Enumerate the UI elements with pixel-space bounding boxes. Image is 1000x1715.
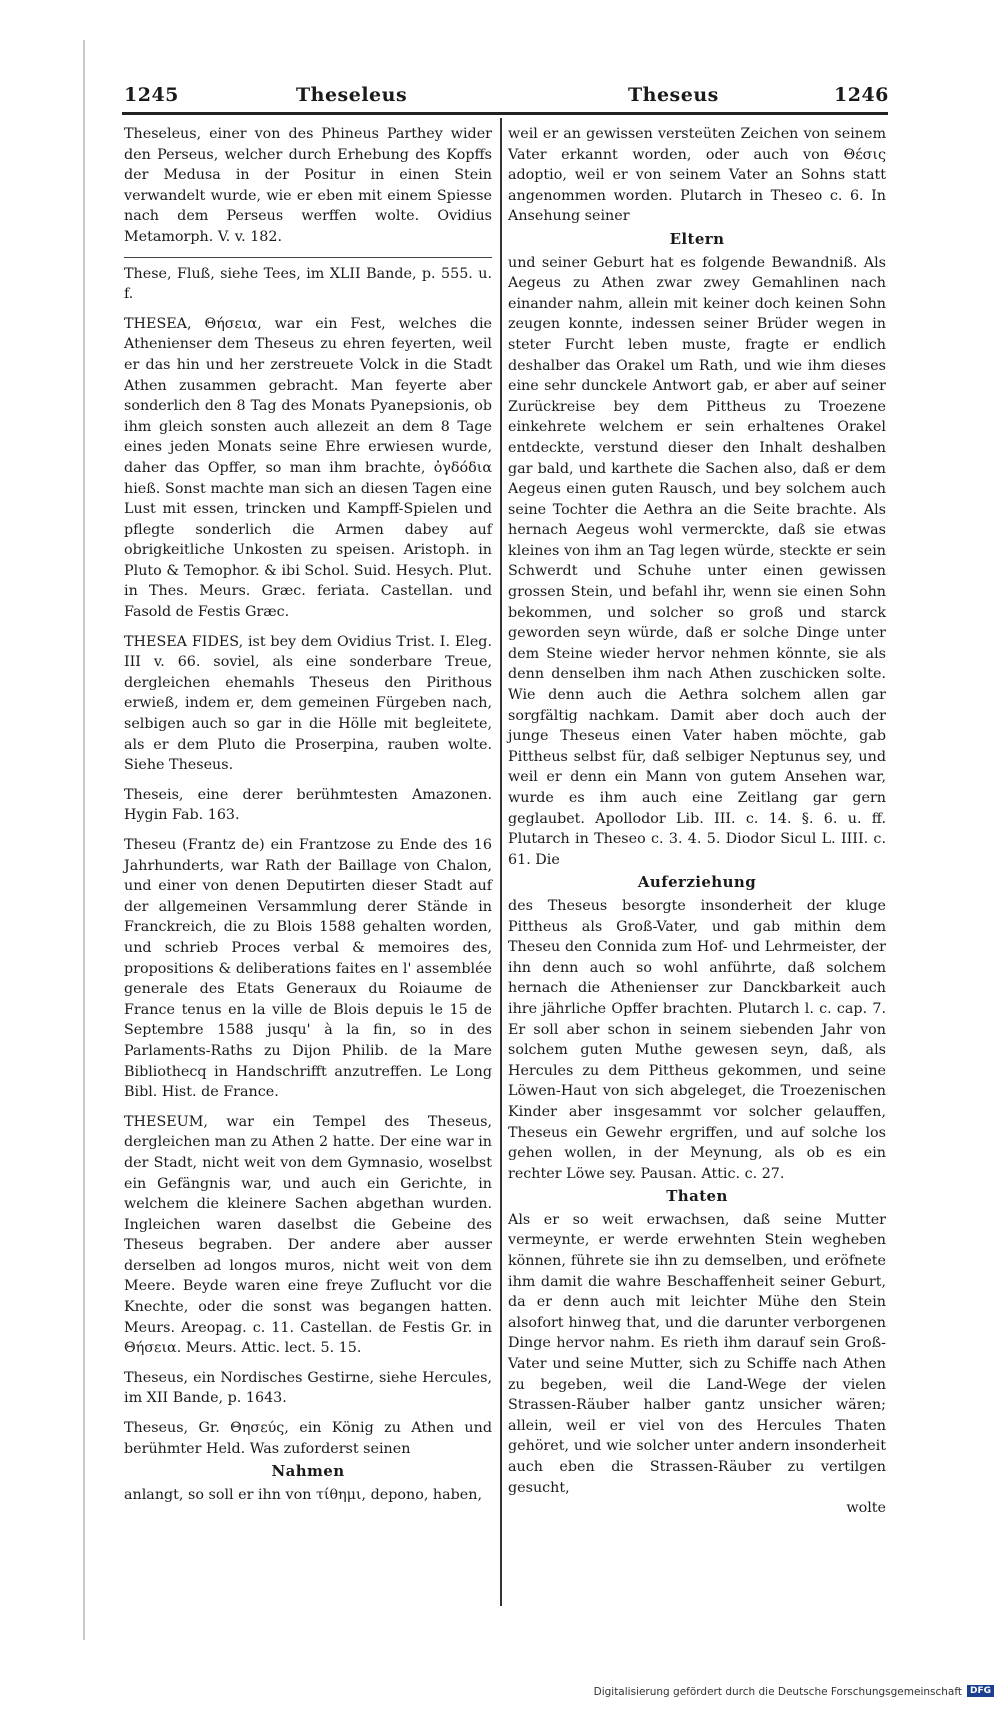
section-heading-eltern: Eltern [669, 229, 725, 248]
page-edge-rule [83, 40, 85, 1640]
footer-credit: Digitalisierung gefördert durch die Deutsche Forschungsgemeinschaft [593, 1686, 962, 1698]
entry-theseus-gestirne: Theseus, ein Nordisches Gestirne, siehe Hercules, im XII Bande, p. 1643. [124, 1369, 492, 1407]
right-page-number: 1246 [834, 84, 889, 106]
auferziehung-text: des Theseus besorgte insonderheit der kluge Pittheus als Groß-Vater, und gab mithin dem Theseu den Connida zum Hof- und Lehrmeister, der ihn denn auch so wohl anführte, daß solchem hernach die Athenienser zur Danckbarkeit auch ihre jährliche Opffer brachten. Plutarch l. c. cap. 7. Er soll aber schon in seinem siebenden Jahr von solchem guten Muthe gewesen seyn, daß, als Hercules zu dem Pittheus gekommen, und seine Löwen-Haut von sich abgeleget, die Troezenischen Kinder aber insgesammt vor solcher gelauffen, Theseus ein Gewehr ergriffen, und auf solche los gehen wollen, in der Meynung, als ob es ein rechter Löwe sey. Pausan. Attic. c. 27. [508, 897, 886, 1182]
header-rule [122, 112, 888, 115]
entry-these: These, Fluß, siehe Tees, im XLII Bande, p. 555. u. f. [124, 265, 492, 303]
nahmen-text: anlangt, so soll er ihn von τίθημι, depono, haben, [124, 1486, 483, 1503]
left-page-number: 1245 [124, 84, 179, 106]
entry-theseis: Theseis, eine derer berühmtesten Amazonen. Hygin Fab. 163. [124, 786, 492, 824]
dfg-logo: DFG [967, 1685, 994, 1697]
section-heading-nahmen: Nahmen [271, 1462, 345, 1481]
eltern-text: und seiner Geburt hat es folgende Bewandniß. Als Aegeus zu Athen zwar zwey Gemahlinen nach einander nahm, allein mit keiner doch keinen Sohn zeugen konnte, indessen seiner Brüder wegen in steter Furcht leben muste, fragte er endlich deshalber das Orakel um Rath, und wie ihm dieses eine sehr dunckele Antwort gab, er aber auf seiner Zurückreise bey dem Pittheus zu Troezene einkehrete welchem er sein erhaltenes Orakel entdeckte, verstund dieser den Inhalt deshalben gar bald, und karthete die Sachen also, daß er dem Aegeus einen guten Rausch, und bey solchem auch seine Tochter die Aethra an die Seite brachte. Als hernach Aegeus wohl vermerckte, daß sie etwas kleines von ihm an Tag legen würde, steckte er sein Schwerdt und Schuhe unter einen gewissen grossen Stein, und befahl ihr, wenn sie einen Sohn bekommen, und solcher so groß und starck geworden seyn würde, daß er solche Dinge unter dem Steine wieder hervor nehmen könnte, sie als denn denselben ihm nach Athen zuschicken solte. Wie denn auch die Aethra solchem allen gar sorgfältig nachkam. Damit aber doch auch der junge Theseus einen Vater haben möchte, gab Pittheus selbst für, daß selbiger Neptunus sey, und weil er denn ein Mann von gutem Ansehen war, wurde es ihm auch eine Zeitlang gar gern geglaubet. Apollodor Lib. III. c. 14. §. 6. u. ff. Plutarch in Theseo c. 3. 4. 5. Diodor Sicul L. IIII. c. 61. Die [508, 254, 886, 868]
right-running-title: Theseus [628, 84, 719, 106]
entry-thesea: THESEA, Θήσεια, war ein Fest, welches die Athenienser dem Theseus zu ehren feyerten, weil er das hin und her zerstreuete Volck in die Stadt Athen zusammen gebracht. Man feyerte aber sonderlich den 8 Tag des Monats Pyanepsionis, ob ihm gleich sonsten auch allezeit an dem 8 Tage eines jeden Monats seine Ehre erwiesen wurde, daher das Opffer, so man ihm brachte, ὀγδόδια hieß. Sonst machte man sich an diesen Tagen eine Lust mit essen, trincken und Kampff-Spielen und pflegte sonderlich die Armen dabey auf obrigkeitliche Unkosten zu speisen. Aristoph. in Pluto & Temophor. & ibi Schol. Suid. Hesych. Plut. in Thes. Meurs. Græc. feriata. Castellan. und Fasold de Festis Græc. [124, 315, 492, 621]
entry-thesea-fides: THESEA FIDES, ist bey dem Ovidius Trist. I. Eleg. III v. 66. soviel, als eine sonderbare Treue, dergleichen ehemahls Theseus den Pirithous erwieß, indem er, dem gemeinen Fürgeben nach, selbigen auch so gar in die Hölle mit begleitete, als er dem Pluto die Proserpina, rauben wolte. Siehe Theseus. [124, 633, 492, 774]
entry-theseus-koenig: Theseus, Gr. Θησεύς, ein König zu Athen und berühmter Held. Was zuforderst seinen [124, 1420, 492, 1457]
left-column [124, 124, 492, 1505]
section-heading-auferziehung: Auferziehung [637, 873, 757, 892]
column-divider [500, 118, 502, 1606]
entry-theseum: THESEUM, war ein Tempel des Theseus, dergleichen man zu Athen 2 hatte. Der eine war in der Stadt, nicht weit von dem Gymnasio, woselbst ein Gefängnis war, und auch ein Gerichte, in welchem die kleinere Sachen abgethan wurden. Ingleichen waren daselbst die Gebeine des Theseus begraben. Der andere aber ausser derselben ad longos muros, nicht weit von dem Meere. Beyde waren eine freye Zuflucht vor die Knechte, oder die sonst was begangen hatten. Meurs. Areopag. c. 11. Castellan. de Festis Gr. in Θήσεια. Meurs. Attic. lect. 5. 15. [124, 1113, 492, 1357]
section-heading-thaten: Thaten [666, 1187, 728, 1206]
entry-theseleus: Theseleus, einer von des Phineus Parthey wider den Perseus, welcher durch Erhebung des Kopffs der Medusa in der Positur in einen Stein verwandelt wurde, wie er eben mit einem Spiesse nach dem Perseus werffen wolte. Ovidius Metamorph. V. v. 182. [124, 126, 492, 245]
entry-theseu: Theseu (Frantz de) ein Frantzose zu Ende des 16 Jahrhunderts, war Rath der Baillage von Chalon, und einer von denen Deputirten dieser Stadt auf der allgemeinen Versammlung derer Stände in Franckreich, die zu Blois 1588 gehalten worden, und schrieb Proces verbal & memoires des, propositions & deliberations faites en l' assemblée generale des Etats Generaux du Roiaume de France tenus en la ville de Blois depuis le 15 de Septembre 1588 jusqu' à la fin, so in des Parlaments-Raths zu Dijon Philib. de la Mare Bibliothecq in Handschrifft anzutreffen. Le Long Bibl. Hist. de France. [124, 837, 492, 1101]
thaten-text: Als er so weit erwachsen, daß seine Mutter vermeynte, er werde erwehnten Stein wegheben können, führete sie ihn zu demselben, und eröfnete ihm damit die wahre Beschaffenheit seiner Geburt, da er denn auch mit leichter Mühe den Stein alsofort hinweg that, und die darunter verborgenen Dinge hervor nahm. Es rieth ihm darauf sein Groß-Vater und seine Mutter, sich zu Schiffe nach Athen zu begeben, weil die Land-Wege der vielen Strassen-Räuber halber gantz unsicher wären; allein, weil er viel von des Hercules Thaten gehöret, und wie solcher unter andern insonderheit auch eben die Strassen-Räuber zu vertilgen gesucht, [508, 1211, 886, 1496]
entry-divider [124, 257, 492, 258]
intro-text: weil er an gewissen versteüten Zeichen von seinem Vater erkannt worden, oder auch von Θέσις adoptio, weil er von seinem Vater an Sohns statt angenommen worden. Plutarch in Theseo c. 6. In Ansehung seiner [508, 126, 886, 225]
left-running-title: Theseleus [296, 84, 408, 106]
catchword: wolte [846, 1500, 886, 1517]
right-column [508, 124, 886, 1519]
